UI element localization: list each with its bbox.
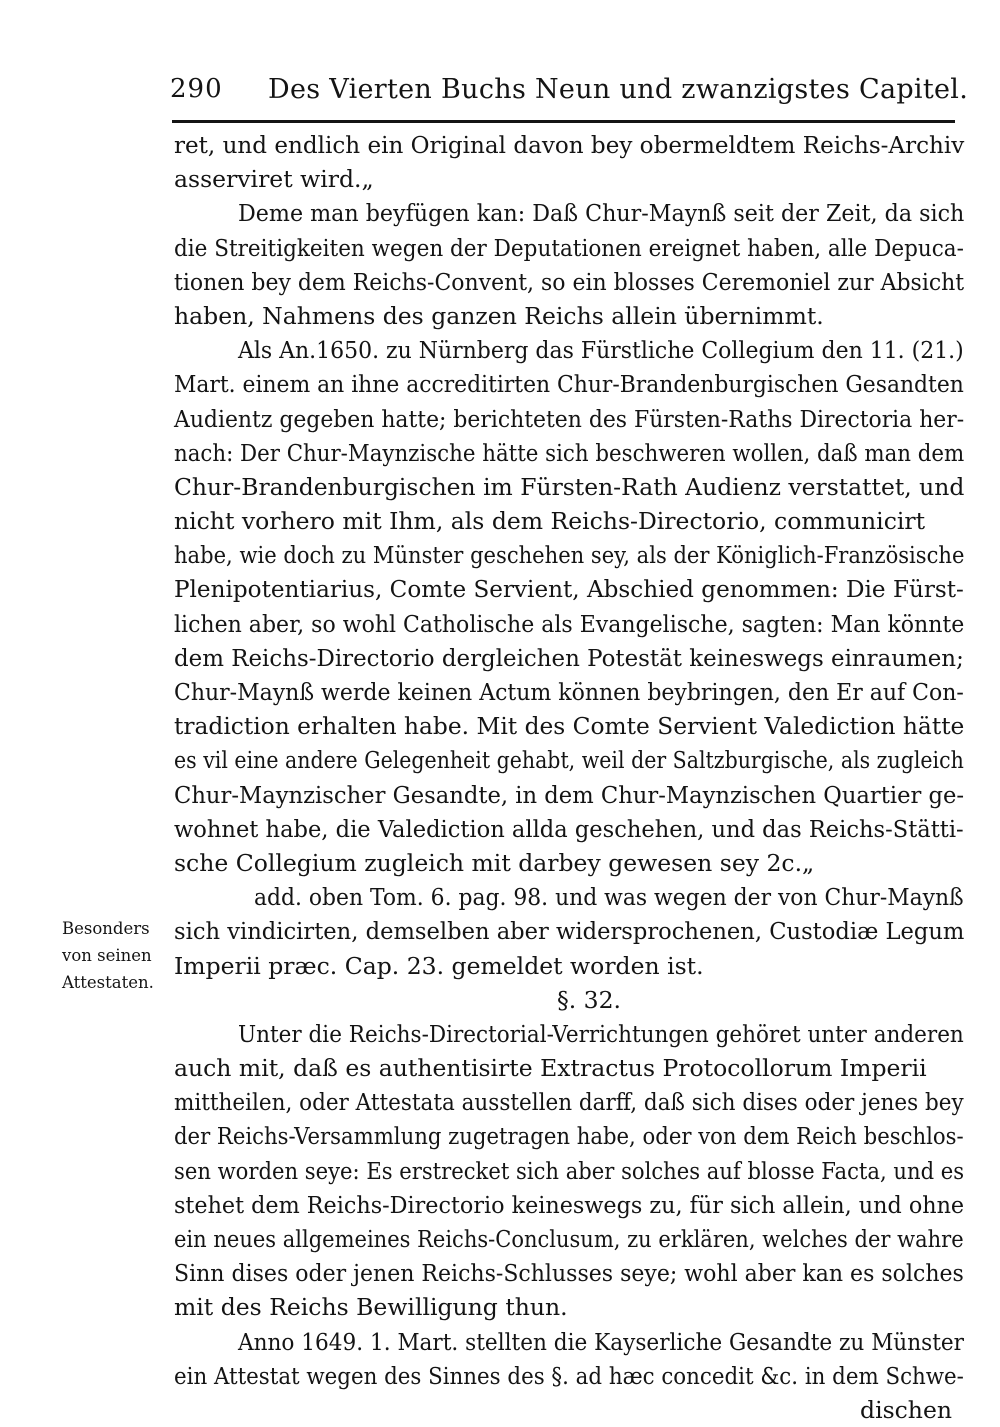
body-text xyxy=(174,128,964,1427)
text-line: mit des Reichs Bewilligung thun. xyxy=(174,1293,568,1322)
catchword: dischen xyxy=(860,1395,952,1424)
text-line: Anno 1649. 1. Mart. stellten die Kayserliche Gesandte zu Münster xyxy=(238,1327,964,1356)
text-line: auch mit, daß es authentisirte Extractus Protocollorum Imperii xyxy=(174,1054,927,1083)
text-line: ein Attestat wegen des Sinnes des §. ad hæc concedit &c. in dem Schwe- xyxy=(174,1361,964,1390)
section-heading: §. 32. xyxy=(556,985,622,1014)
marginal-note-line: von seinen xyxy=(62,946,152,965)
text-line: mittheilen, oder Attestata ausstellen darff, daß sich dises oder jenes bey xyxy=(174,1088,964,1117)
text-line: Plenipotentiarius, Comte Servient, Abschied genommen: Die Fürst- xyxy=(174,575,964,604)
text-line: tionen bey dem Reichs-Convent, so ein blosses Ceremoniel zur Absicht xyxy=(174,267,965,296)
text-line: Chur-Brandenburgischen im Fürsten-Rath Audienz verstattet, und xyxy=(174,472,965,501)
text-line: ret, und endlich ein Original davon bey obermeldtem Reichs-Archiv xyxy=(174,131,965,159)
text-line: haben, Nahmens des ganzen Reichs allein übernimmt. xyxy=(174,301,824,330)
text-line: Chur-Maynß werde keinen Actum können beybringen, den Er auf Con- xyxy=(174,678,964,706)
text-line: dem Reichs-Directorio dergleichen Potestät keineswegs einraumen; xyxy=(174,643,964,672)
text-line: tradiction erhalten habe. Mit des Comte Servient Valediction hätte xyxy=(174,712,965,741)
text-line: der Reichs-Versammlung zugetragen habe, oder von dem Reich beschlos- xyxy=(174,1122,964,1151)
marginal-note-line: Attestaten. xyxy=(62,973,154,992)
text-line: sche Collegium zugleich mit darbey gewesen sey 2c.„ xyxy=(174,848,815,877)
page-header xyxy=(170,70,969,114)
text-line: Deme man beyfügen kan: Daß Chur-Maynß seit der Zeit, da sich xyxy=(238,199,965,228)
text-line: wohnet habe, die Valediction allda geschehen, und das Reichs-Stätti- xyxy=(174,814,964,843)
text-line: Audientz gegeben hatte; berichteten des Fürsten-Raths Directoria her- xyxy=(174,404,965,433)
text-line: nach: Der Chur-Maynzische hätte sich beschweren wollen, daß man dem xyxy=(174,438,965,467)
text-line: ein neues allgemeines Reichs-Conclusum, zu erklären, welches der wahre xyxy=(174,1225,964,1253)
text-line: Imperii præc. Cap. 23. gemeldet worden ist. xyxy=(174,951,704,980)
text-line: habe, wie doch zu Münster geschehen sey, als der Königlich-Französische xyxy=(174,541,965,570)
text-line: Als An.1650. zu Nürnberg das Fürstliche Collegium den 11. (21.) xyxy=(238,336,964,365)
text-line: stehet dem Reichs-Directorio keineswegs zu, für sich allein, und ohne xyxy=(174,1190,965,1219)
text-line: die Streitigkeiten wegen der Deputationen ereignet haben, alle Depuca- xyxy=(174,233,964,262)
text-line: Mart. einem an ihne accreditirten Chur-Brandenburgischen Gesandten xyxy=(174,370,964,399)
text-line: add. oben Tom. 6. pag. 98. und was wegen der von Chur-Maynß xyxy=(254,883,964,912)
text-line: asserviret wird.„ xyxy=(174,165,374,194)
text-line: lichen aber, so wohl Catholische als Evangelische, sagten: Man könnte xyxy=(174,609,965,638)
text-line: Sinn dises oder jenen Reichs-Schlusses seye; wohl aber kan es solches xyxy=(174,1259,964,1288)
marginal-note xyxy=(62,915,172,996)
text-line: es vil eine andere Gelegenheit gehabt, weil der Saltzburgische, als zugleich xyxy=(174,746,964,775)
text-line: sich vindicirten, demselben aber widersprochenen, Custodiæ Legum xyxy=(174,917,965,946)
page-number: 290 xyxy=(170,74,223,104)
text-line: sen worden seye: Es erstrecket sich aber solches auf blosse Facta, und es xyxy=(174,1156,965,1185)
header-rule xyxy=(172,120,955,123)
text-line: Unter die Reichs-Directorial-Verrichtungen gehöret unter anderen xyxy=(238,1019,964,1048)
marginal-note-line: Besonders xyxy=(62,919,150,938)
text-line: Chur-Maynzischer Gesandte, in dem Chur-Maynzischen Quartier ge- xyxy=(174,780,965,809)
text-line: nicht vorhero mit Ihm, als dem Reichs-Directorio, communicirt xyxy=(174,507,926,536)
running-title: Des Vierten Buchs Neun und zwanzigstes Capitel. xyxy=(268,74,969,105)
